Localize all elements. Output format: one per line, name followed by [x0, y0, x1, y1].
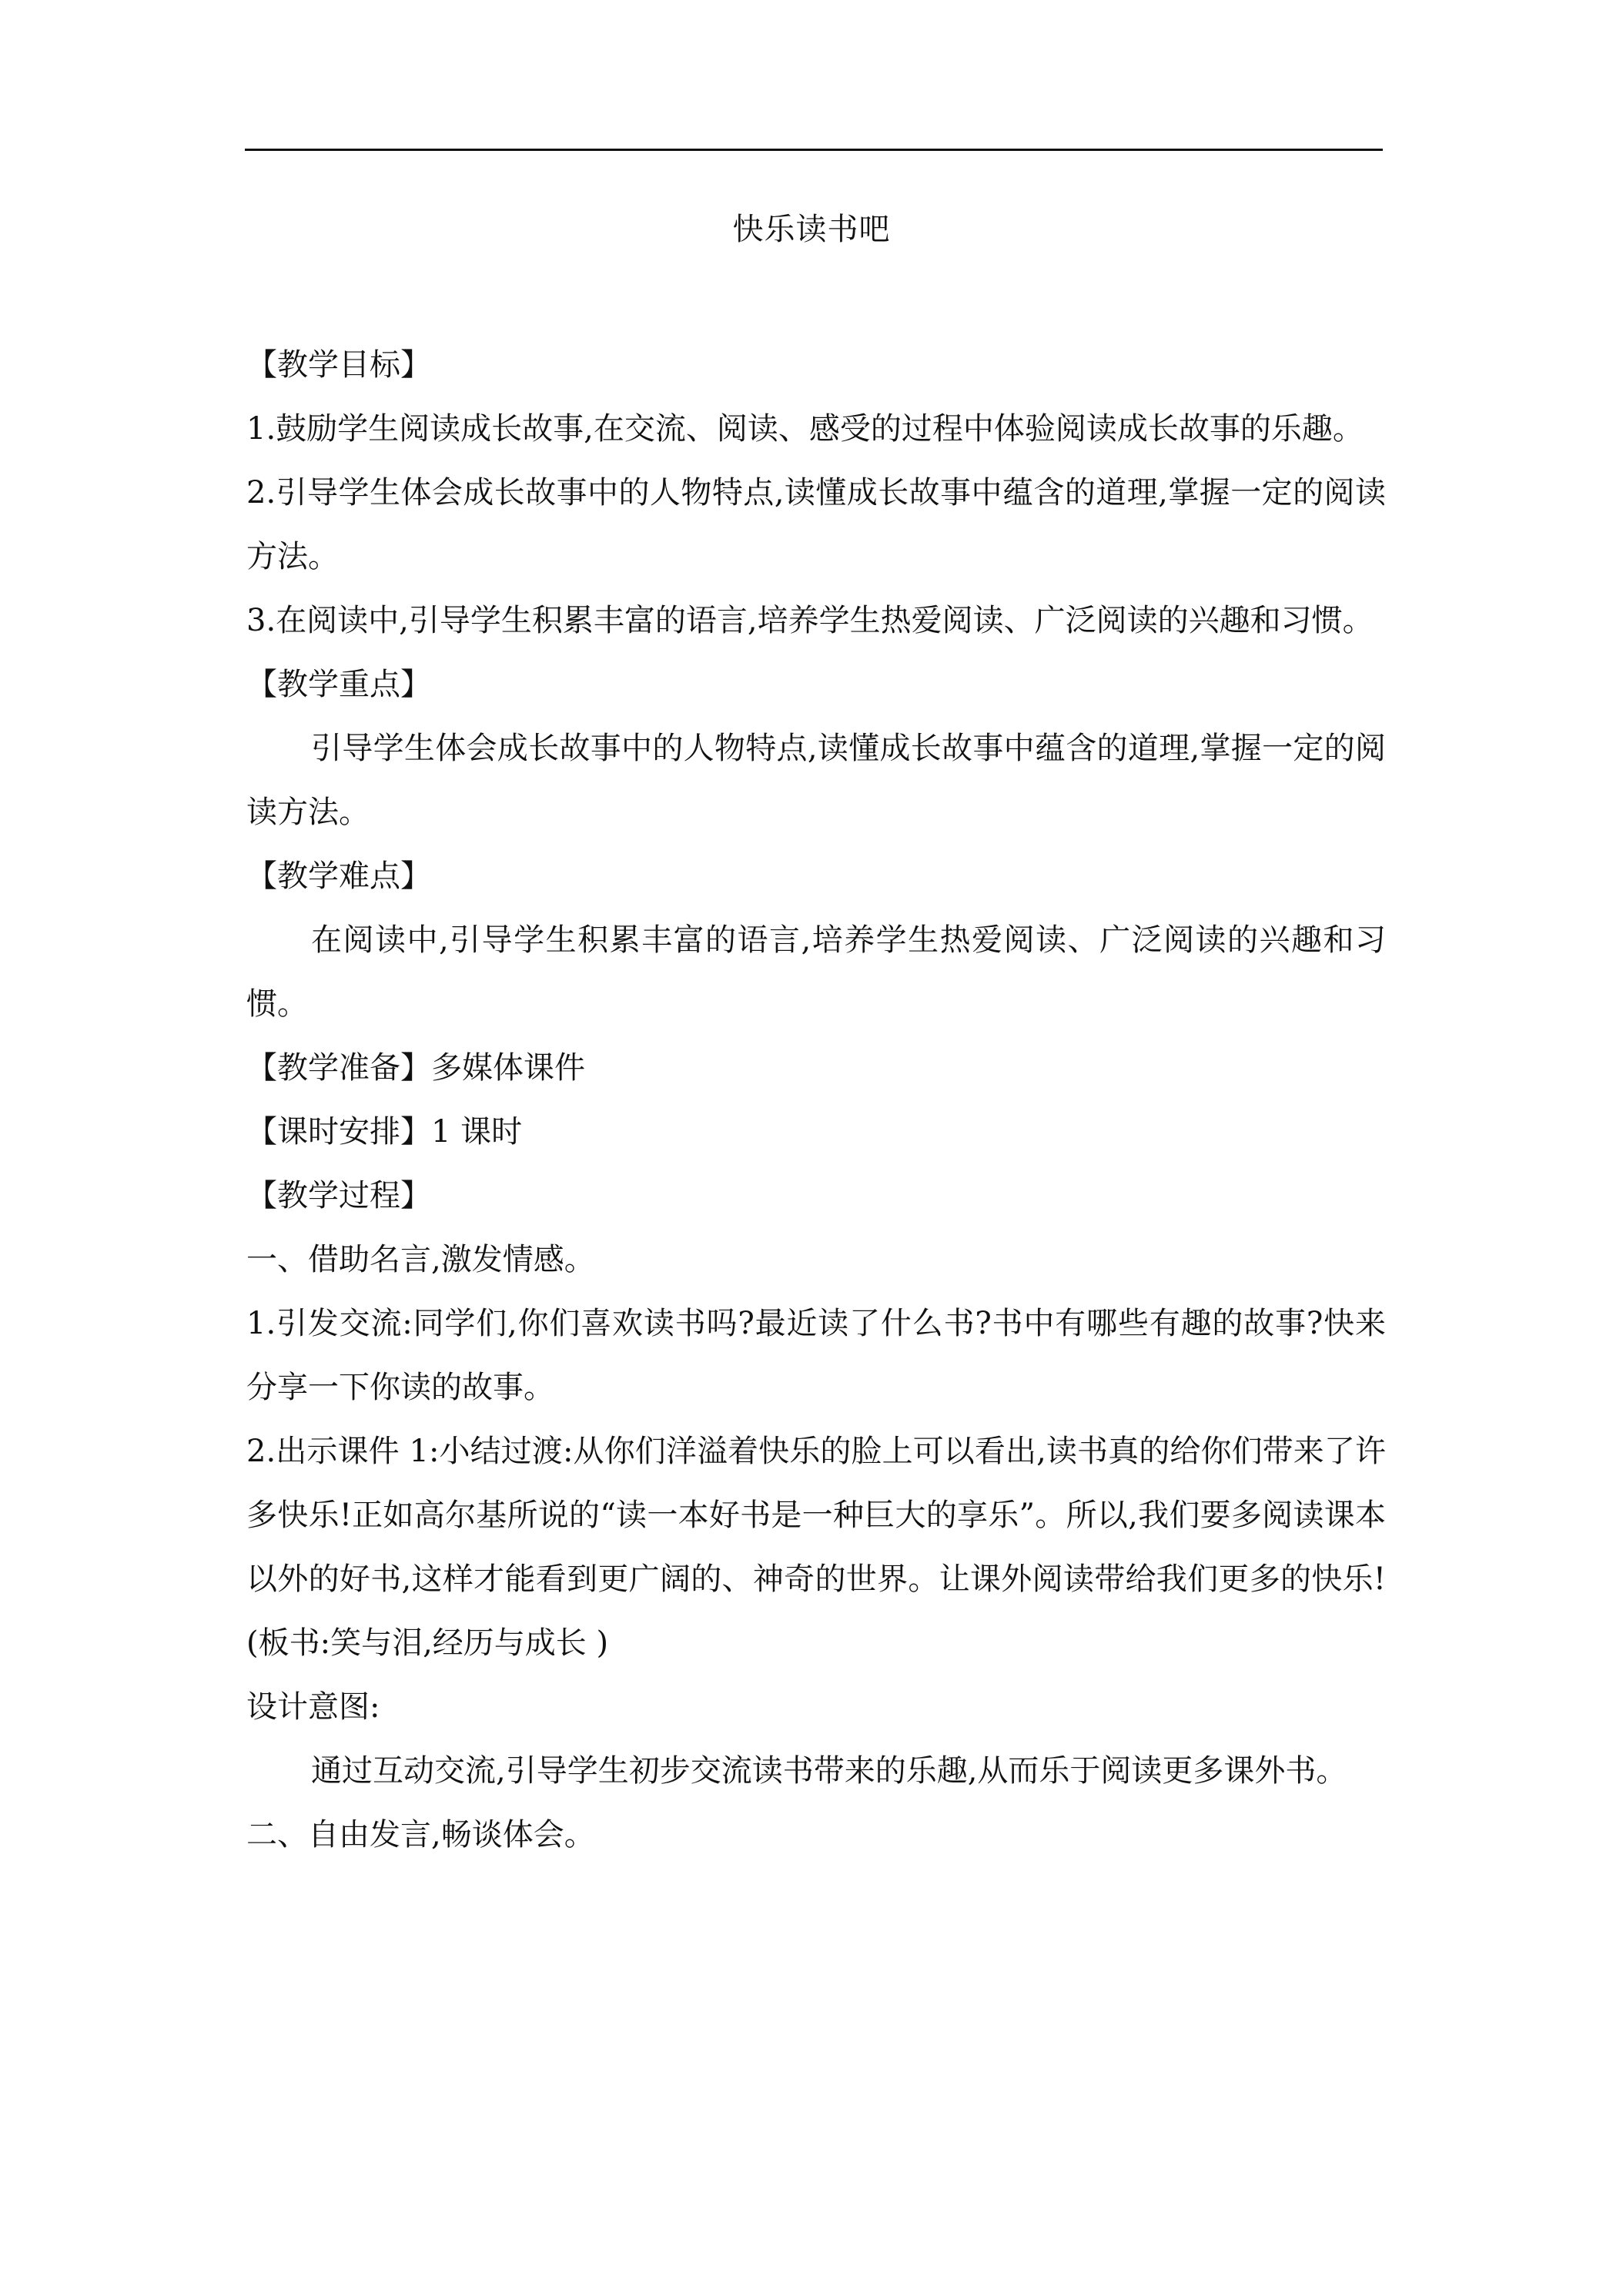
paragraph-step-2: 2.出示课件 1:小结过渡:从你们洋溢着快乐的脸上可以看出,读书真的给你们带来了许多快乐!正如高尔基所说的“读一本好书是一种巨大的享乐”。所以,我们要多阅读课本以外的好书,这样才能看到更广阔的、神奇的世界。让课外阅读带给我们更多的快乐!(板书:笑与泪,经历与成长 ) [246, 1434, 1386, 1661]
paragraph-design-intent: 通过互动交流,引导学生初步交流读书带来的乐趣,从而乐于阅读更多课外书。 [311, 1753, 1347, 1789]
paragraph-heading-objectives: 【教学目标】 [246, 347, 431, 383]
paragraph-schedule: 【课时安排】1 课时 [246, 1114, 523, 1150]
paragraph-difficulties: 在阅读中,引导学生积累丰富的语言,培养学生热爱阅读、广泛阅读的兴趣和习惯。 [246, 922, 1386, 1022]
paragraph-objective-3: 3.在阅读中,引导学生积累丰富的语言,培养学生热爱阅读、广泛阅读的兴趣和习惯。 [246, 603, 1374, 638]
paragraph-objective-1: 1.鼓励学生阅读成长故事,在交流、阅读、感受的过程中体验阅读成长故事的乐趣。 [246, 411, 1364, 447]
paragraph-preparation: 【教学准备】多媒体课件 [246, 1050, 585, 1086]
paragraph-heading-difficulties: 【教学难点】 [246, 858, 431, 894]
paragraph-heading-process: 【教学过程】 [246, 1178, 431, 1213]
paragraph-objective-2: 2.引导学生体会成长故事中的人物特点,读懂成长故事中蕴含的道理,掌握一定的阅读方法。 [246, 475, 1386, 574]
paragraph-section-1: 一、借助名言,激发情感。 [246, 1242, 595, 1277]
document-title: 快乐读书吧 [732, 212, 891, 247]
paragraph-key-points: 引导学生体会成长故事中的人物特点,读懂成长故事中蕴含的道理,掌握一定的阅读方法。 [246, 731, 1386, 830]
paragraph-section-2: 二、自由发言,畅谈体会。 [246, 1817, 595, 1853]
paragraph-heading-key-points: 【教学重点】 [246, 667, 431, 702]
document-body [246, 333, 1386, 1867]
paragraph-step-1: 1.引发交流:同学们,你们喜欢读书吗?最近读了什么书?书中有哪些有趣的故事?快来分享一下你读的故事。 [246, 1306, 1386, 1405]
paragraph-design-intent-label: 设计意图: [246, 1689, 380, 1725]
header-rule [245, 149, 1383, 151]
